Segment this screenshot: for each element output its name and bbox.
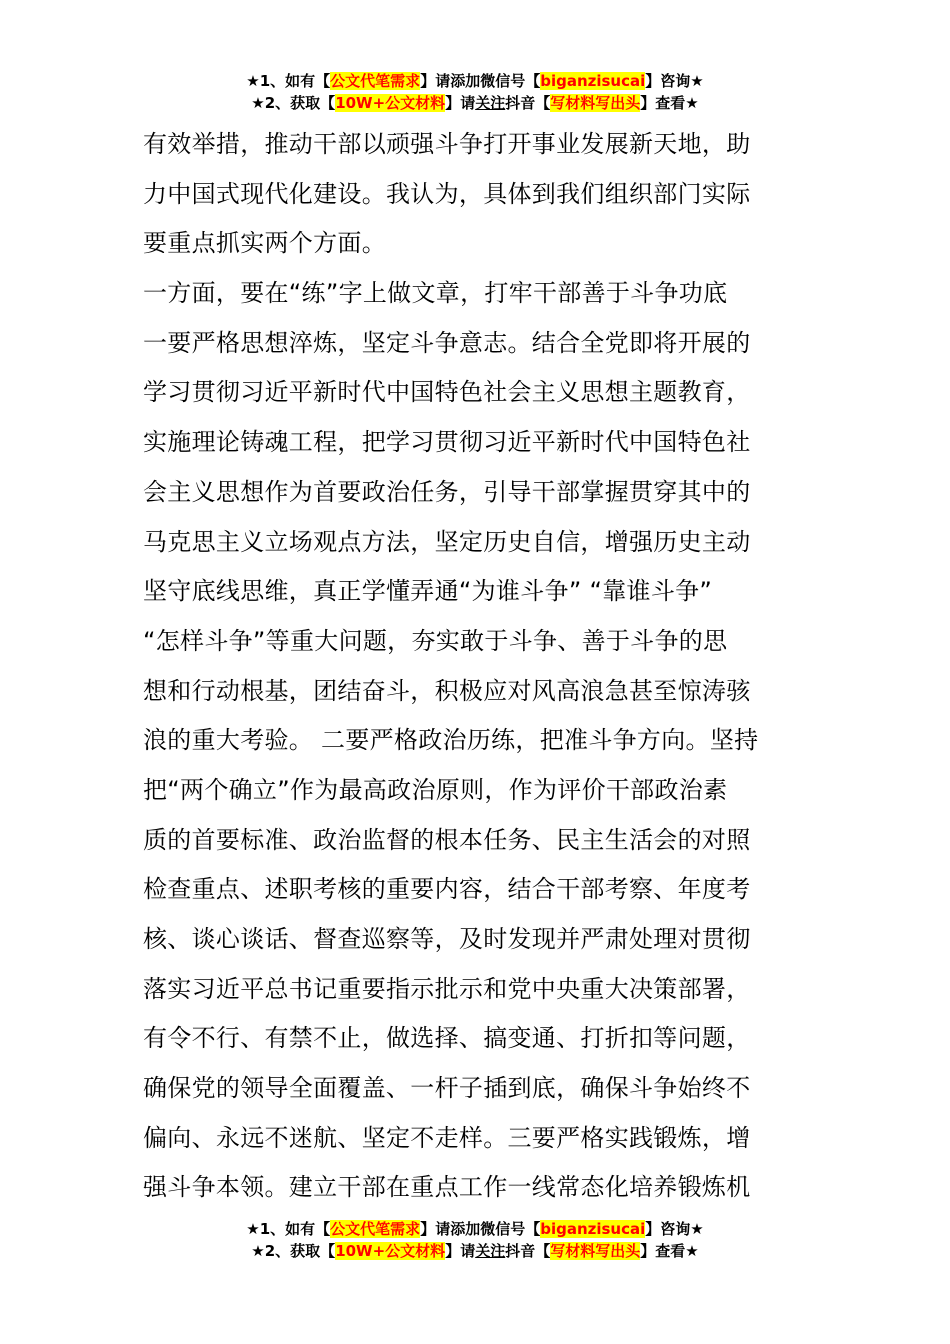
body-line: 实施理论铸魂工程，把学习贯彻习近平新时代中国特色社 bbox=[143, 428, 751, 457]
header-banner bbox=[0, 70, 950, 114]
body-line: 落实习近平总书记重要指示批示和党中央重大决策部署， bbox=[143, 974, 751, 1003]
highlight-ghostwriting: 公文代笔需求 bbox=[330, 1220, 421, 1238]
footer-banner bbox=[0, 1218, 950, 1262]
document-body bbox=[143, 120, 807, 1213]
body-line: 把“两个确立”作为最高政治原则，作为评价干部政治素 bbox=[143, 775, 728, 804]
follow-underline: 关注 bbox=[475, 1242, 506, 1260]
highlight-douyin: 写材料写出头 bbox=[550, 94, 641, 112]
body-line: 有令不行、有禁不止，做选择、搞变通、打折扣等问题， bbox=[143, 1024, 751, 1053]
body-line: 力中国式现代化建设。我认为，具体到我们组织部门实际 bbox=[143, 179, 751, 208]
highlight-ghostwriting: 公文代笔需求 bbox=[330, 72, 421, 90]
body-line: 核、谈心谈话、督查巡察等，及时发现并严肃处理对贯彻 bbox=[143, 925, 751, 953]
banner-line-2: ★2、获取【10W+公文材料】请关注抖音【写材料写出头】查看★ bbox=[251, 94, 699, 112]
body-line: 检查重点、述职考核的重要内容，结合干部考察、年度考 bbox=[143, 875, 751, 904]
highlight-materials: 10W+公文材料 bbox=[335, 94, 446, 112]
highlight-materials: 10W+公文材料 bbox=[335, 1242, 446, 1260]
body-line: 要重点抓实两个方面。 bbox=[143, 229, 386, 258]
body-line: 想和行动根基，团结奋斗，积极应对风高浪急甚至惊涛骇 bbox=[143, 676, 751, 705]
body-line: 学习贯彻习近平新时代中国特色社会主义思想主题教育， bbox=[143, 378, 751, 407]
body-line: 浪的重大考验。 二要严格政治历练，把准斗争方向。坚持 bbox=[143, 726, 759, 755]
body-line: 确保党的领导全面覆盖、一杆子插到底，确保斗争始终不 bbox=[143, 1074, 751, 1103]
body-line: 强斗争本领。建立干部在重点工作一线常态化培养锻炼机 bbox=[143, 1173, 751, 1202]
highlight-wechat-id: biganzisucai bbox=[540, 72, 646, 90]
body-line: 一要严格思想淬炼，坚定斗争意志。结合全党即将开展的 bbox=[143, 328, 751, 357]
follow-underline: 关注 bbox=[475, 94, 506, 112]
body-line: 坚守底线思维，真正学懂弄通“为谁斗争” “靠谁斗争” bbox=[143, 577, 713, 606]
body-line: “怎样斗争”等重大问题，夯实敢于斗争、善于斗争的思 bbox=[143, 626, 728, 655]
body-line: 质的首要标准、政治监督的根本任务、民主生活会的对照 bbox=[143, 825, 751, 854]
banner-line-1: ★1、如有【公文代笔需求】请添加微信号【biganzisucai】咨询★ bbox=[246, 72, 704, 90]
body-line: 会主义思想作为首要政治任务，引导干部掌握贯穿其中的 bbox=[143, 477, 751, 506]
banner-line-2: ★2、获取【10W+公文材料】请关注抖音【写材料写出头】查看★ bbox=[251, 1242, 699, 1260]
highlight-douyin: 写材料写出头 bbox=[550, 1242, 641, 1260]
body-line: 马克思主义立场观点方法，坚定历史自信，增强历史主动 bbox=[143, 527, 751, 556]
banner-line-1: ★1、如有【公文代笔需求】请添加微信号【biganzisucai】咨询★ bbox=[246, 1220, 704, 1238]
body-line: 一方面，要在“练”字上做文章，打牢干部善于斗争功底 bbox=[143, 279, 728, 308]
body-line: 有效举措，推动干部以顽强斗争打开事业发展新天地，助 bbox=[143, 130, 751, 158]
body-line: 偏向、永远不迷航、坚定不走样。三要严格实践锻炼，增 bbox=[143, 1123, 751, 1152]
highlight-wechat-id: biganzisucai bbox=[540, 1220, 646, 1238]
